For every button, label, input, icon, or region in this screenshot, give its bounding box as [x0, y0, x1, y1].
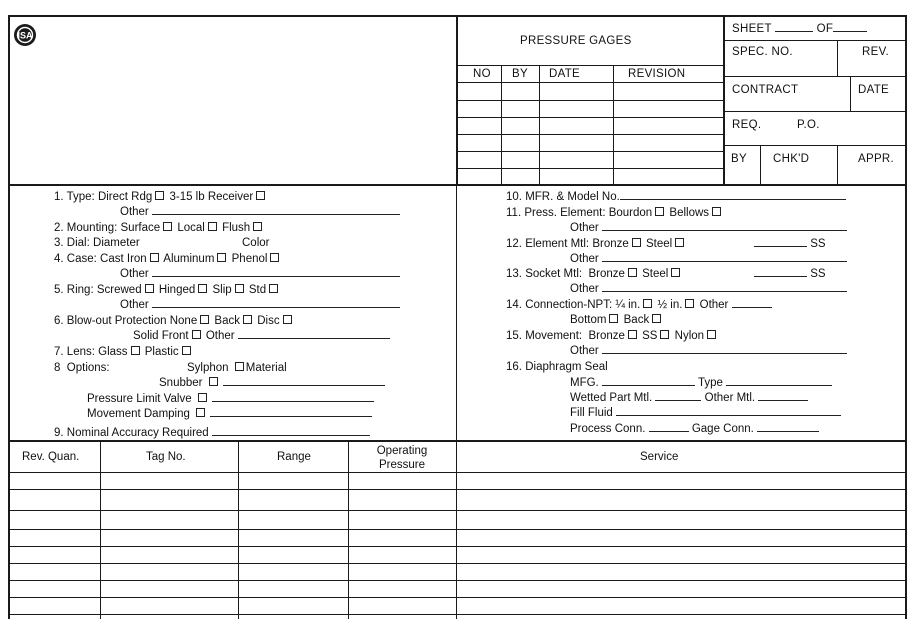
rev-col-line [501, 65, 502, 185]
item-11-element: 11. Press. Element: Bourdon Bellows [506, 206, 723, 220]
checkbox[interactable] [628, 268, 637, 277]
req-label: REQ. [732, 119, 762, 131]
item-16-wetted: Wetted Part Mtl. Other Mtl. [570, 391, 808, 405]
body-vertical-divider [456, 184, 457, 441]
checkbox[interactable] [243, 315, 252, 324]
table-col-line [238, 441, 239, 619]
col-operating-pressure: Operating Pressure [376, 445, 428, 471]
item-9-accuracy: 9. Nominal Accuracy Required [54, 426, 370, 440]
item-8-plv: Pressure Limit Valve [87, 392, 374, 406]
item-15-movement: 15. Movement: Bronze SS Nylon [506, 329, 718, 343]
checkbox[interactable] [198, 284, 207, 293]
item-12-ss: SS [754, 237, 826, 251]
rev-row-line [457, 168, 724, 169]
checkbox[interactable] [235, 362, 244, 371]
item-7-lens: 7. Lens: Glass Plastic [54, 345, 193, 359]
item-16-diaphragm: 16. Diaphragm Seal [506, 361, 608, 373]
table-row-line [8, 529, 907, 530]
item-14-connection: 14. Connection-NPT: ¼ in. ½ in. Other [506, 298, 772, 312]
contract-divider [850, 76, 851, 111]
rev-row-line [457, 151, 724, 152]
checkbox[interactable] [208, 222, 217, 231]
table-row-line [8, 597, 907, 598]
item-3-dial: 3. Dial: Diameter [54, 237, 140, 249]
item-1-other: Other [120, 205, 400, 219]
checkbox[interactable] [235, 284, 244, 293]
item-4-other: Other [120, 267, 400, 281]
form-title: PRESSURE GAGES [520, 35, 632, 47]
checkbox[interactable] [707, 330, 716, 339]
checkbox[interactable] [632, 238, 641, 247]
rev-label: REV. [862, 46, 889, 58]
header-bottom-line [8, 184, 907, 186]
item-16-mfg: MFG. Type [570, 376, 832, 390]
rev-col-by: BY [512, 68, 528, 80]
col-range: Range [277, 451, 311, 463]
table-header-line [8, 472, 907, 473]
table-col-line [348, 441, 349, 619]
col-service: Service [640, 451, 679, 463]
item-13-ss: SS [754, 267, 826, 281]
table-col-line [100, 441, 101, 619]
table-row-line [8, 546, 907, 547]
table-row-line [8, 563, 907, 564]
item-15-other: Other [570, 344, 847, 358]
spec-line [724, 76, 906, 77]
rev-row-line [457, 117, 724, 118]
table-row-line [8, 580, 907, 581]
checkbox[interactable] [182, 346, 191, 355]
item-16-fill: Fill Fluid [570, 406, 841, 420]
col-tag-no: Tag No. [146, 451, 186, 463]
checkbox[interactable] [217, 253, 226, 262]
item-12-other: Other [570, 252, 847, 266]
checkbox[interactable] [675, 238, 684, 247]
req-line [724, 145, 906, 146]
item-8-damping: Movement Damping [87, 407, 372, 421]
rev-row-line [457, 134, 724, 135]
item-12-element-mtl: 12. Element Mtl: Bronze Steel [506, 237, 686, 251]
appr-label: APPR. [858, 153, 895, 165]
rev-col-line [613, 65, 614, 185]
item-2-mounting: 2. Mounting: Surface Local Flush [54, 221, 264, 235]
checkbox[interactable] [256, 191, 265, 200]
by-label: BY [731, 153, 747, 165]
checkbox[interactable] [628, 330, 637, 339]
chkd-divider [837, 145, 838, 185]
sheet-line [724, 40, 906, 41]
contract-label: CONTRACT [732, 84, 799, 96]
item-5-ring: 5. Ring: Screwed Hinged Slip Std [54, 283, 280, 297]
checkbox[interactable] [131, 346, 140, 355]
col-rev-quan: Rev. Quan. [22, 451, 80, 463]
checkbox[interactable] [198, 393, 207, 402]
item-14-bottom: Bottom Back [570, 313, 663, 327]
item-8-snubber: Snubber [159, 376, 385, 390]
sheet-label: SHEET OF [732, 22, 867, 36]
checkbox[interactable] [196, 408, 205, 417]
contract-line [724, 111, 906, 112]
rev-col-line [539, 65, 540, 185]
logo-text: ISA [17, 30, 33, 41]
item-6-blowout: 6. Blow-out Protection None Back Disc [54, 314, 294, 328]
item-11-other: Other [570, 221, 847, 235]
by-divider [760, 145, 761, 185]
item-6-solid-front: Solid Front Other [133, 329, 390, 343]
checkbox[interactable] [652, 314, 661, 323]
item-13-socket-mtl: 13. Socket Mtl: Bronze Steel [506, 267, 682, 281]
rev-colhead-line [457, 82, 724, 83]
rev-col-revision: REVISION [628, 68, 686, 80]
checkbox[interactable] [671, 268, 680, 277]
item-8-options: 8 Options: [54, 362, 110, 374]
checkbox[interactable] [609, 314, 618, 323]
rev-col-date: DATE [549, 68, 581, 80]
rev-col-no: NO [473, 68, 491, 80]
rev-row-line [457, 100, 724, 101]
checkbox[interactable] [145, 284, 154, 293]
table-col-line [456, 441, 457, 619]
spec-no-label: SPEC. NO. [732, 46, 793, 58]
chkd-label: CHK'D [773, 153, 810, 165]
checkbox[interactable] [283, 315, 292, 324]
checkbox[interactable] [253, 222, 262, 231]
item-1-type: 1. Type: Direct Rdg 3-15 lb Receiver [54, 190, 267, 204]
checkbox[interactable] [155, 191, 164, 200]
checkbox[interactable] [192, 330, 201, 339]
checkbox[interactable] [200, 315, 209, 324]
checkbox[interactable] [660, 330, 669, 339]
table-row-line [8, 614, 907, 615]
item-13-other: Other [570, 282, 847, 296]
table-top-line [8, 440, 907, 442]
item-4-case: 4. Case: Cast Iron Aluminum Phenol [54, 252, 281, 266]
table-row-line [8, 489, 907, 490]
checkbox[interactable] [269, 284, 278, 293]
checkbox[interactable] [685, 299, 694, 308]
item-8-sylphon: Sylphon Material [187, 362, 287, 374]
checkbox[interactable] [270, 253, 279, 262]
checkbox[interactable] [209, 377, 218, 386]
table-row-line [8, 510, 907, 511]
item-10-mfr: 10. MFR. & Model No. [506, 190, 846, 204]
item-5-other: Other [120, 298, 400, 312]
checkbox[interactable] [655, 207, 664, 216]
rev-header-line [457, 65, 724, 66]
date-label: DATE [858, 84, 890, 96]
isa-logo [14, 24, 36, 46]
checkbox[interactable] [712, 207, 721, 216]
checkbox[interactable] [163, 222, 172, 231]
checkbox[interactable] [150, 253, 159, 262]
item-16-conn: Process Conn. Gage Conn. [570, 422, 819, 436]
checkbox[interactable] [643, 299, 652, 308]
po-label: P.O. [797, 119, 820, 131]
item-3-color: Color [242, 237, 270, 249]
spec-divider [837, 40, 838, 76]
